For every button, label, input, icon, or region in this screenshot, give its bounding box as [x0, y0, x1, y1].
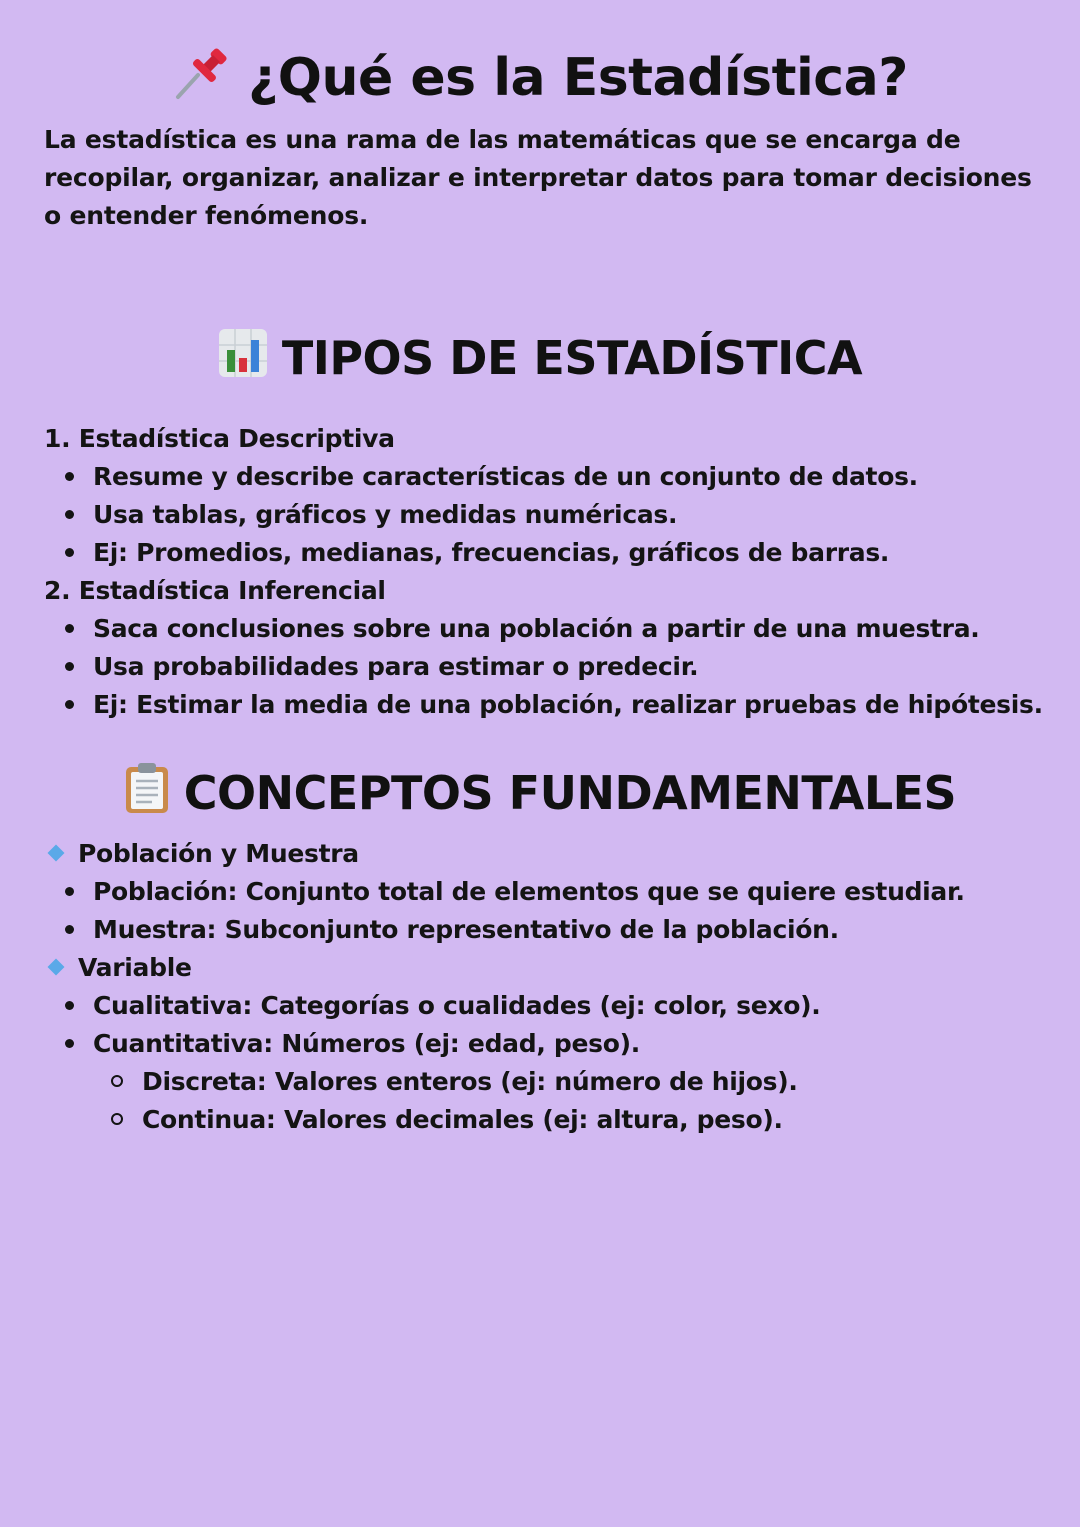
bullet-dot-icon — [65, 624, 74, 633]
list-item: Usa tablas, gráficos y medidas numéricas. — [62, 496, 677, 534]
page-title-text: ¿Qué es la Estadística? — [248, 48, 908, 108]
bullet-dot-icon — [65, 1039, 74, 1048]
bullet-dot-icon — [65, 700, 74, 709]
bullet-dot-icon — [65, 510, 74, 519]
bullet-dot-icon — [65, 925, 74, 934]
bullet-dot-icon — [65, 662, 74, 671]
section-heading-tipos-text: TIPOS DE ESTADÍSTICA — [281, 331, 863, 385]
topic-variable: Variable — [48, 949, 192, 987]
sub-list-item: Discreta: Valores enteros (ej: número de hijos). — [108, 1063, 798, 1101]
blue-diamond-icon — [48, 958, 65, 975]
bullet-dot-icon — [65, 1001, 74, 1010]
list-item: Muestra: Subconjunto representativo de la población. — [62, 911, 839, 949]
section-heading-conceptos-text: CONCEPTOS FUNDAMENTALES — [183, 766, 957, 820]
list-item: Ej: Promedios, medianas, frecuencias, gráficos de barras. — [62, 534, 889, 572]
list-item: Saca conclusiones sobre una población a partir de una muestra. — [62, 610, 979, 648]
section-heading-conceptos — [0, 757, 1080, 829]
list-label-inferencial: 2. Estadística Inferencial — [44, 576, 386, 605]
list-label-descriptiva: 1. Estadística Descriptiva — [44, 424, 395, 453]
pushpin-icon — [172, 41, 234, 116]
list-item: Resume y describe características de un conjunto de datos. — [62, 458, 918, 496]
hollow-bullet-icon — [111, 1075, 123, 1087]
bar-chart-icon — [218, 328, 268, 389]
clipboard-icon — [124, 761, 170, 826]
bullet-dot-icon — [65, 472, 74, 481]
topic-poblacion-muestra: Población y Muestra — [48, 835, 359, 873]
bullet-dot-icon — [65, 887, 74, 896]
list-item: Cualitativa: Categorías o cualidades (ej: color, sexo). — [62, 987, 820, 1025]
list-item: Usa probabilidades para estimar o predecir. — [62, 648, 698, 686]
list-item: Población: Conjunto total de elementos que se quiere estudiar. — [62, 873, 965, 911]
list-item: Ej: Estimar la media de una población, realizar pruebas de hipótesis. — [62, 686, 1043, 724]
blue-diamond-icon — [48, 844, 65, 861]
bullet-dot-icon — [65, 548, 74, 557]
hollow-bullet-icon — [111, 1113, 123, 1125]
section-heading-tipos — [0, 322, 1080, 394]
list-item: Cuantitativa: Números (ej: edad, peso). — [62, 1025, 640, 1063]
intro-paragraph: La estadística es una rama de las matemáticas que se encarga de recopilar, organizar, analizar e interpretar datos para tomar decisiones o entender fenómenos. — [44, 125, 1032, 230]
sub-list-item: Continua: Valores decimales (ej: altura, peso). — [108, 1101, 783, 1139]
page-title — [0, 38, 1080, 118]
